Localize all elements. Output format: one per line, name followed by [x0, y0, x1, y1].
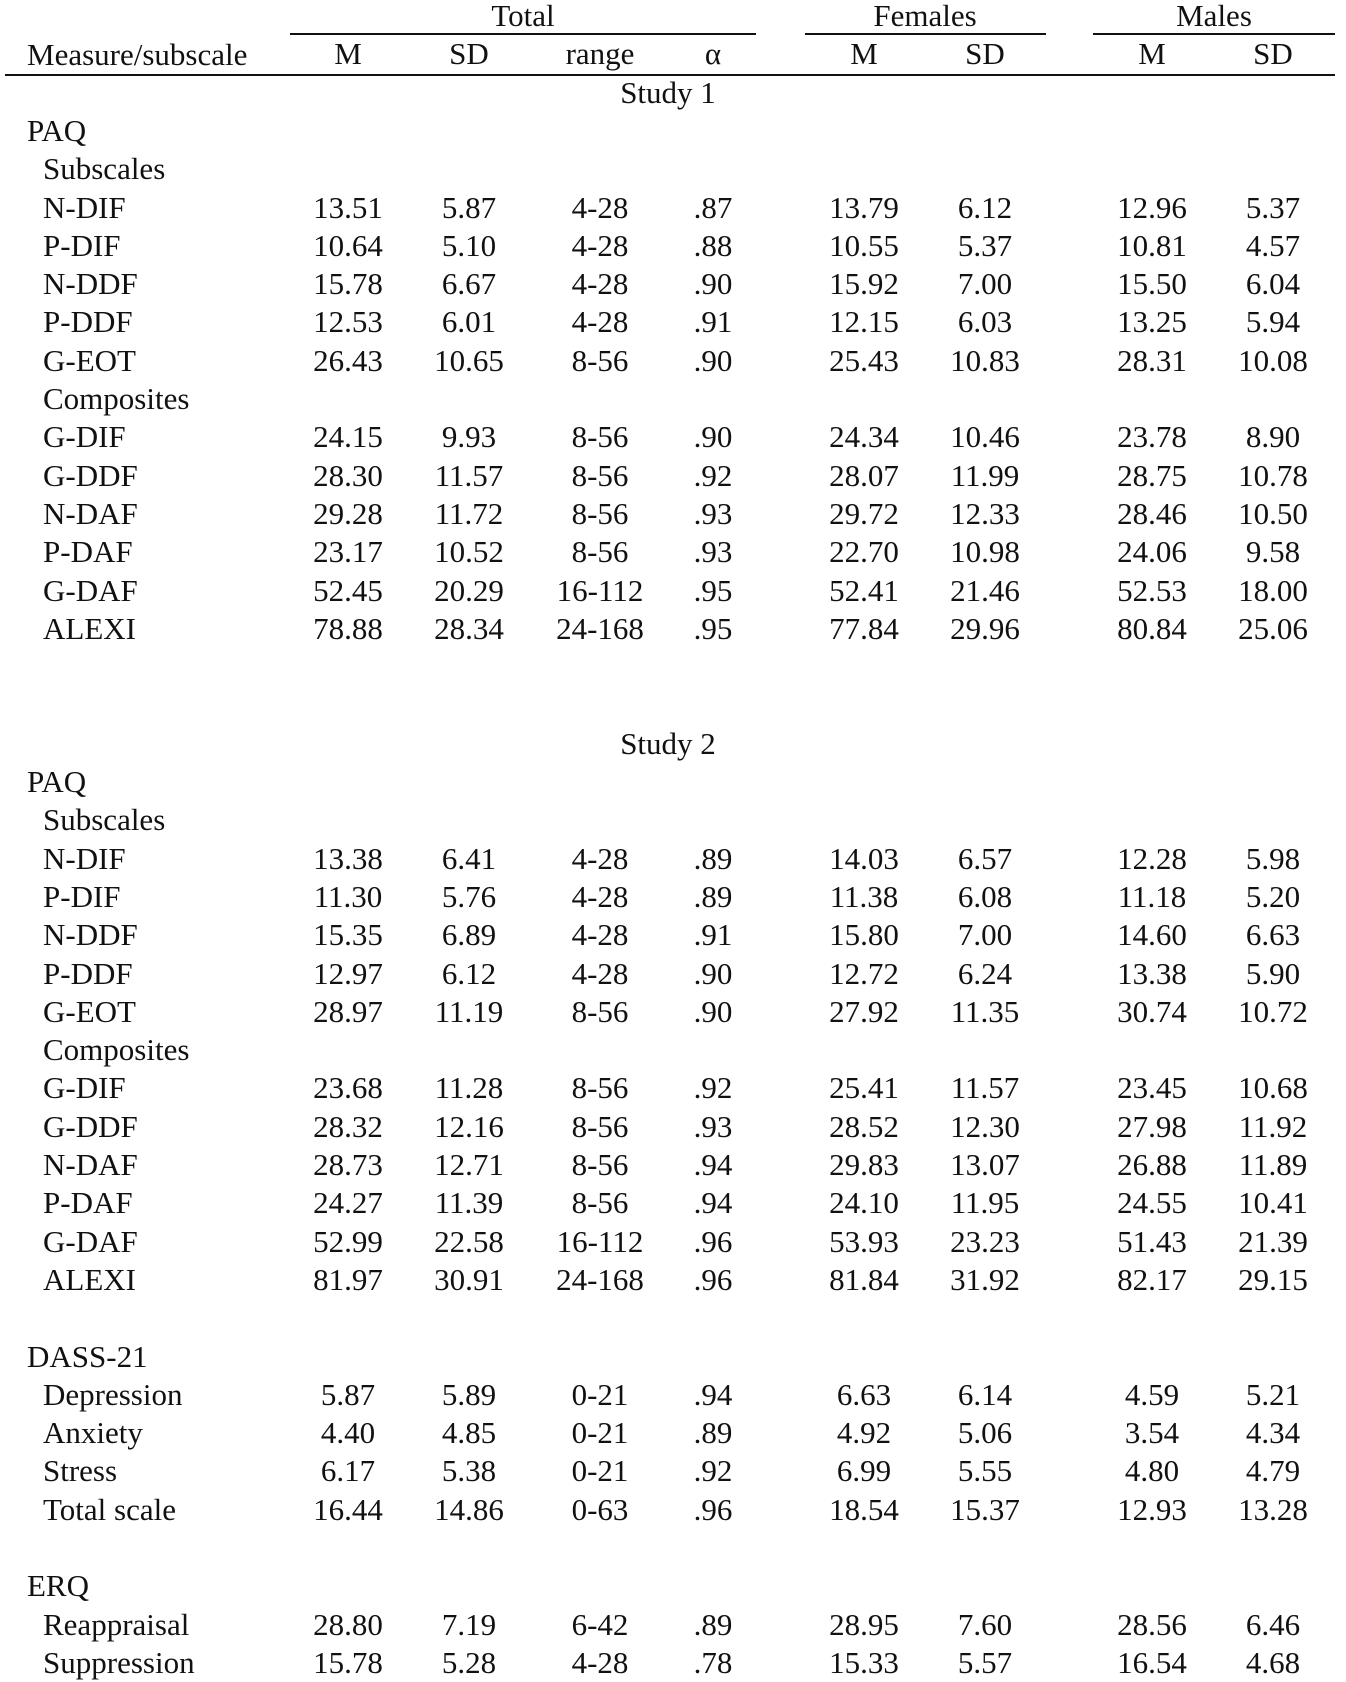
cell-males-sd: 4.68	[1245, 1644, 1301, 1680]
cell-females-m: 28.52	[829, 1108, 899, 1144]
cell-females-m: 27.92	[829, 993, 899, 1029]
cell-total-m: 13.38	[313, 840, 383, 876]
cell-males-m: 28.75	[1117, 457, 1187, 493]
cell-total-m: 28.32	[313, 1108, 383, 1144]
cell-total-m: 24.15	[313, 419, 383, 455]
females-group-rule	[805, 33, 1046, 35]
cell-total-range: 4-28	[571, 266, 629, 302]
cell-females-m: 25.41	[829, 1070, 899, 1106]
cell-total-sd: 22.58	[434, 1223, 504, 1259]
cell-females-m: 29.72	[829, 495, 899, 531]
cell-females-sd: 11.99	[950, 457, 1020, 493]
cell-males-sd: 5.94	[1245, 304, 1301, 340]
cell-males-sd: 10.72	[1238, 993, 1308, 1029]
cell-females-m: 53.93	[829, 1223, 899, 1259]
measure-label: ERQ	[27, 1568, 89, 1604]
cell-males-m: 13.38	[1117, 955, 1187, 991]
cell-total-sd: 6.41	[441, 840, 497, 876]
cell-males-sd: 6.63	[1245, 917, 1301, 953]
cell-total-sd: 10.52	[434, 534, 504, 570]
cell-total-range: 4-28	[571, 304, 629, 340]
cell-total-m: 15.35	[313, 917, 383, 953]
cell-males-sd: 11.92	[1238, 1108, 1308, 1144]
cell-males-m: 52.53	[1117, 572, 1187, 608]
group-label: Subscales	[43, 802, 166, 838]
cell-total-range: 4-28	[571, 227, 629, 263]
group-label: Composites	[43, 1032, 190, 1068]
cell-total-alpha: .89	[693, 1606, 733, 1642]
cell-total-range: 4-28	[571, 955, 629, 991]
group-label: Composites	[43, 381, 190, 416]
cell-total-sd: 6.67	[441, 266, 497, 302]
cell-males-sd: 13.28	[1238, 1491, 1308, 1527]
cell-total-sd: 5.76	[441, 878, 497, 914]
cell-total-sd: 5.38	[441, 1453, 497, 1489]
cell-females-sd: 12.33	[950, 495, 1020, 531]
cell-total-range: 4-28	[571, 840, 629, 876]
column-header-total-alpha: α	[704, 36, 722, 72]
cell-total-sd: 4.85	[441, 1415, 497, 1451]
cell-total-range: 8-56	[571, 495, 629, 531]
cell-males-sd: 5.20	[1245, 878, 1301, 914]
cell-females-m: 24.34	[829, 419, 899, 455]
cell-total-alpha: .87	[693, 189, 733, 225]
cell-males-m: 51.43	[1117, 1223, 1187, 1259]
cell-total-alpha: .90	[693, 993, 733, 1029]
cell-total-m: 12.53	[313, 304, 383, 340]
column-header-males-m: M	[1138, 36, 1166, 72]
row-label: P-DDF	[43, 955, 133, 991]
cell-males-m: 4.59	[1124, 1376, 1180, 1412]
cell-males-m: 12.96	[1117, 189, 1187, 225]
cell-males-m: 24.55	[1117, 1185, 1187, 1221]
cell-females-sd: 6.57	[957, 840, 1013, 876]
cell-males-sd: 10.08	[1238, 342, 1308, 378]
cell-males-sd: 6.04	[1245, 266, 1301, 302]
cell-total-alpha: .92	[693, 457, 733, 493]
row-label: G-DIF	[43, 1070, 126, 1106]
row-label: N-DAF	[43, 1147, 138, 1182]
cell-males-sd: 5.90	[1245, 955, 1301, 991]
cell-total-sd: 10.65	[434, 342, 504, 378]
cell-females-sd: 15.37	[950, 1491, 1020, 1527]
measure-label: PAQ	[27, 112, 87, 148]
group-label: Subscales	[43, 151, 166, 187]
cell-total-alpha: .92	[693, 1070, 733, 1106]
cell-females-m: 11.38	[829, 878, 899, 914]
cell-females-sd: 31.92	[950, 1261, 1020, 1297]
cell-males-sd: 4.57	[1245, 227, 1301, 263]
row-label: N-DIF	[43, 189, 126, 225]
cell-females-sd: 5.57	[957, 1644, 1013, 1680]
cell-total-alpha: .93	[693, 534, 733, 570]
cell-total-range: 8-56	[571, 1108, 629, 1144]
study-label: Study 1	[620, 74, 716, 110]
cell-females-m: 12.15	[829, 304, 899, 340]
cell-total-alpha: .95	[693, 610, 733, 646]
cell-total-alpha: .88	[693, 227, 733, 263]
cell-total-sd: 28.34	[434, 610, 504, 646]
cell-total-alpha: .89	[693, 840, 733, 876]
cell-total-m: 15.78	[313, 1644, 383, 1680]
cell-total-range: 0-21	[571, 1453, 629, 1489]
cell-females-m: 25.43	[829, 342, 899, 378]
cell-total-m: 24.27	[313, 1185, 383, 1221]
cell-total-m: 52.99	[313, 1223, 383, 1259]
cell-females-m: 28.95	[829, 1606, 899, 1642]
cell-total-range: 0-21	[571, 1376, 629, 1412]
cell-males-m: 23.78	[1117, 419, 1187, 455]
row-label: Suppression	[43, 1644, 195, 1680]
cell-total-alpha: .90	[693, 419, 733, 455]
cell-total-sd: 12.16	[434, 1108, 504, 1144]
cell-females-sd: 23.23	[950, 1223, 1020, 1259]
cell-total-sd: 5.87	[441, 189, 497, 225]
cell-total-sd: 11.28	[434, 1070, 504, 1106]
cell-males-sd: 9.58	[1245, 534, 1301, 570]
cell-males-sd: 5.37	[1245, 189, 1301, 225]
cell-males-sd: 21.39	[1238, 1223, 1308, 1259]
cell-total-range: 4-28	[571, 1644, 629, 1680]
cell-females-m: 15.92	[829, 266, 899, 302]
cell-females-m: 77.84	[829, 610, 899, 646]
cell-total-m: 23.68	[313, 1070, 383, 1106]
cell-total-alpha: .90	[693, 955, 733, 991]
cell-total-sd: 11.39	[434, 1185, 504, 1221]
cell-females-sd: 29.96	[950, 610, 1020, 646]
cell-total-m: 5.87	[320, 1376, 376, 1412]
cell-total-m: 78.88	[313, 610, 383, 646]
cell-total-range: 0-21	[571, 1415, 629, 1451]
column-header-total-range: range	[565, 36, 635, 72]
cell-females-m: 14.03	[829, 840, 899, 876]
cell-total-sd: 7.19	[441, 1606, 497, 1642]
cell-females-m: 12.72	[829, 955, 899, 991]
cell-total-range: 6-42	[571, 1606, 629, 1642]
cell-total-m: 26.43	[313, 342, 383, 378]
cell-females-m: 6.99	[836, 1453, 892, 1489]
cell-total-alpha: .89	[693, 1415, 733, 1451]
cell-males-m: 12.93	[1117, 1491, 1187, 1527]
row-label: G-DDF	[43, 1108, 138, 1144]
cell-females-sd: 6.24	[957, 955, 1013, 991]
cell-males-m: 28.56	[1117, 1606, 1187, 1642]
cell-females-sd: 6.03	[957, 304, 1013, 340]
cell-total-m: 28.80	[313, 1606, 383, 1642]
cell-total-alpha: .90	[693, 266, 733, 302]
row-label: G-EOT	[43, 993, 136, 1029]
group-header-females: Females	[873, 0, 977, 33]
cell-total-sd: 12.71	[434, 1147, 504, 1182]
cell-females-sd: 6.12	[957, 189, 1013, 225]
cell-females-sd: 7.00	[957, 266, 1013, 302]
cell-total-alpha: .89	[693, 878, 733, 914]
cell-males-sd: 25.06	[1238, 610, 1308, 646]
study-label: Study 2	[620, 725, 716, 761]
cell-total-m: 23.17	[313, 534, 383, 570]
row-label: P-DIF	[43, 878, 121, 914]
row-label: P-DAF	[43, 534, 133, 570]
cell-males-sd: 5.98	[1245, 840, 1301, 876]
cell-total-sd: 6.01	[441, 304, 497, 340]
cell-males-sd: 10.41	[1238, 1185, 1308, 1221]
cell-total-alpha: .96	[693, 1223, 733, 1259]
cell-total-sd: 5.28	[441, 1644, 497, 1680]
cell-males-m: 15.50	[1117, 266, 1187, 302]
cell-females-m: 22.70	[829, 534, 899, 570]
row-label: ALEXI	[43, 610, 136, 646]
cell-total-range: 8-56	[571, 419, 629, 455]
cell-total-m: 81.97	[313, 1261, 383, 1297]
cell-total-m: 12.97	[313, 955, 383, 991]
cell-total-range: 4-28	[571, 878, 629, 914]
cell-total-range: 16-112	[556, 572, 644, 608]
cell-total-sd: 11.57	[434, 457, 504, 493]
cell-total-range: 8-56	[571, 993, 629, 1029]
row-label: Depression	[43, 1376, 183, 1412]
row-label: G-DAF	[43, 1223, 138, 1259]
group-header-males: Males	[1176, 0, 1252, 33]
cell-total-m: 11.30	[313, 878, 383, 914]
cell-total-m: 4.40	[320, 1415, 376, 1451]
cell-males-m: 13.25	[1117, 304, 1187, 340]
cell-males-sd: 4.79	[1245, 1453, 1301, 1489]
cell-males-m: 12.28	[1117, 840, 1187, 876]
cell-total-range: 24-168	[556, 1261, 644, 1297]
cell-total-alpha: .94	[693, 1185, 733, 1221]
cell-males-m: 14.60	[1117, 917, 1187, 953]
cell-males-m: 4.80	[1124, 1453, 1180, 1489]
cell-females-m: 15.33	[829, 1644, 899, 1680]
cell-females-sd: 7.00	[957, 917, 1013, 953]
cell-total-alpha: .96	[693, 1491, 733, 1527]
measure-label: PAQ	[27, 764, 87, 799]
cell-females-sd: 5.06	[957, 1415, 1013, 1451]
males-group-rule	[1093, 33, 1335, 35]
group-header-total: Total	[491, 0, 555, 33]
cell-males-m: 80.84	[1117, 610, 1187, 646]
cell-total-m: 28.30	[313, 457, 383, 493]
cell-females-sd: 10.98	[950, 534, 1020, 570]
cell-total-alpha: .94	[693, 1376, 733, 1412]
cell-females-m: 6.63	[836, 1376, 892, 1412]
cell-females-m: 13.79	[829, 189, 899, 225]
cell-total-alpha: .91	[693, 304, 733, 340]
cell-females-m: 24.10	[829, 1185, 899, 1221]
row-label: G-EOT	[43, 342, 136, 378]
cell-females-sd: 10.83	[950, 342, 1020, 378]
cell-total-sd: 5.89	[441, 1376, 497, 1412]
column-header-males-sd: SD	[1253, 36, 1293, 72]
cell-total-m: 15.78	[313, 266, 383, 302]
cell-males-m: 28.31	[1117, 342, 1187, 378]
column-header-total-sd: SD	[449, 36, 489, 72]
column-header-females-m: M	[850, 36, 878, 72]
row-label: N-DDF	[43, 917, 138, 953]
cell-total-range: 8-56	[571, 534, 629, 570]
cell-males-m: 24.06	[1117, 534, 1187, 570]
column-header-total-m: M	[334, 36, 362, 72]
cell-total-range: 8-56	[571, 1070, 629, 1106]
cell-males-sd: 4.34	[1245, 1415, 1301, 1451]
cell-males-m: 27.98	[1117, 1108, 1187, 1144]
row-label: G-DAF	[43, 572, 138, 608]
cell-total-m: 6.17	[320, 1453, 376, 1489]
cell-total-alpha: .90	[693, 342, 733, 378]
cell-total-range: 24-168	[556, 610, 644, 646]
row-label: Stress	[43, 1453, 118, 1489]
row-label: P-DAF	[43, 1185, 133, 1221]
row-label: Reappraisal	[43, 1606, 190, 1642]
cell-males-sd: 18.00	[1238, 572, 1308, 608]
cell-total-m: 28.97	[313, 993, 383, 1029]
cell-total-range: 8-56	[571, 1185, 629, 1221]
row-label: Total scale	[43, 1491, 176, 1527]
row-label: P-DDF	[43, 304, 133, 340]
cell-total-sd: 14.86	[434, 1491, 504, 1527]
cell-total-m: 28.73	[313, 1147, 383, 1182]
cell-females-sd: 5.37	[957, 227, 1013, 263]
cell-total-range: 4-28	[571, 917, 629, 953]
cell-males-m: 23.45	[1117, 1070, 1187, 1106]
cell-females-m: 29.83	[829, 1147, 899, 1182]
cell-males-sd: 6.46	[1245, 1606, 1301, 1642]
cell-males-sd: 29.15	[1238, 1261, 1308, 1297]
cell-total-range: 8-56	[571, 342, 629, 378]
cell-males-m: 10.81	[1117, 227, 1187, 263]
cell-total-alpha: .93	[693, 1108, 733, 1144]
cell-total-sd: 6.12	[441, 955, 497, 991]
cell-total-sd: 6.89	[441, 917, 497, 953]
cell-total-range: 4-28	[571, 189, 629, 225]
cell-males-m: 26.88	[1117, 1147, 1187, 1182]
row-label: ALEXI	[43, 1261, 136, 1297]
cell-total-sd: 30.91	[434, 1261, 504, 1297]
cell-females-m: 15.80	[829, 917, 899, 953]
measure-label: DASS-21	[27, 1338, 148, 1374]
cell-females-sd: 5.55	[957, 1453, 1013, 1489]
cell-total-m: 13.51	[313, 189, 383, 225]
cell-total-range: 0-63	[571, 1491, 629, 1527]
cell-total-m: 16.44	[313, 1491, 383, 1527]
cell-total-range: 8-56	[571, 1147, 629, 1182]
row-label: N-DIF	[43, 840, 126, 876]
cell-females-sd: 13.07	[950, 1147, 1020, 1182]
row-label: G-DIF	[43, 419, 126, 455]
cell-females-sd: 12.30	[950, 1108, 1020, 1144]
cell-total-sd: 20.29	[434, 572, 504, 608]
cell-males-m: 3.54	[1124, 1415, 1180, 1451]
cell-females-sd: 6.08	[957, 878, 1013, 914]
cell-females-m: 10.55	[829, 227, 899, 263]
cell-males-sd: 10.50	[1238, 495, 1308, 531]
cell-males-m: 30.74	[1117, 993, 1187, 1029]
cell-total-alpha: .95	[693, 572, 733, 608]
cell-females-sd: 21.46	[950, 572, 1020, 608]
cell-total-sd: 9.93	[441, 419, 497, 455]
cell-males-sd: 5.21	[1245, 1376, 1301, 1412]
cell-total-m: 10.64	[313, 227, 383, 263]
cell-total-m: 29.28	[313, 495, 383, 531]
column-header-females-sd: SD	[965, 36, 1005, 72]
cell-total-alpha: .94	[693, 1147, 733, 1182]
cell-females-sd: 11.57	[950, 1070, 1020, 1106]
row-label: N-DAF	[43, 495, 138, 531]
cell-females-sd: 6.14	[957, 1376, 1013, 1412]
cell-total-alpha: .91	[693, 917, 733, 953]
cell-total-sd: 11.19	[434, 993, 504, 1029]
row-label: Anxiety	[43, 1415, 143, 1451]
cell-males-m: 16.54	[1117, 1644, 1187, 1680]
cell-females-m: 28.07	[829, 457, 899, 493]
cell-males-m: 28.46	[1117, 495, 1187, 531]
cell-males-m: 11.18	[1117, 878, 1187, 914]
cell-males-sd: 8.90	[1245, 419, 1301, 455]
cell-total-m: 52.45	[313, 572, 383, 608]
cell-females-m: 81.84	[829, 1261, 899, 1297]
cell-total-sd: 11.72	[434, 495, 504, 531]
cell-females-m: 4.92	[836, 1415, 892, 1451]
cell-females-m: 52.41	[829, 572, 899, 608]
cell-females-sd: 11.95	[950, 1185, 1020, 1221]
row-label: N-DDF	[43, 266, 138, 302]
cell-total-range: 16-112	[556, 1223, 644, 1259]
cell-total-alpha: .78	[693, 1644, 733, 1680]
row-label: P-DIF	[43, 227, 121, 263]
cell-females-m: 18.54	[829, 1491, 899, 1527]
cell-total-alpha: .93	[693, 495, 733, 531]
column-header-measure: Measure/subscale	[27, 37, 248, 72]
cell-total-sd: 5.10	[441, 227, 497, 263]
cell-total-alpha: .96	[693, 1261, 733, 1297]
cell-males-sd: 10.78	[1238, 457, 1308, 493]
row-label: G-DDF	[43, 457, 138, 493]
cell-total-range: 8-56	[571, 457, 629, 493]
cell-total-alpha: .92	[693, 1453, 733, 1489]
cell-males-m: 82.17	[1117, 1261, 1187, 1297]
cell-females-sd: 7.60	[957, 1606, 1013, 1642]
cell-females-sd: 10.46	[950, 419, 1020, 455]
cell-males-sd: 10.68	[1238, 1070, 1308, 1106]
cell-females-sd: 11.35	[950, 993, 1020, 1029]
cell-males-sd: 11.89	[1238, 1147, 1308, 1182]
